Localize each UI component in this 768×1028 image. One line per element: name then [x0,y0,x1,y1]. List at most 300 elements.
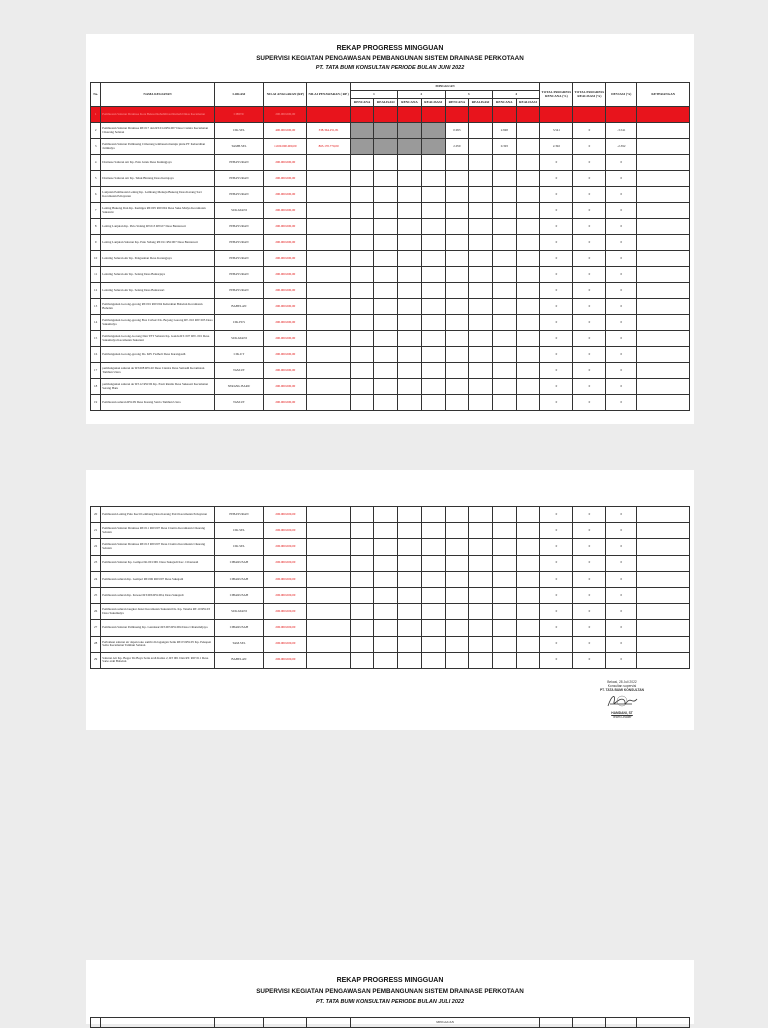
row-week-value [350,315,374,331]
table-row [91,571,690,587]
row-week-value [374,155,398,171]
report-title: REKAP PROGRESS MINGGUAN [336,977,444,984]
table-row [91,251,690,267]
row-week-value [492,315,516,331]
row-total-rencana: 0 [540,571,573,587]
row-week-value [445,507,469,523]
row-week-value [421,604,445,620]
header-nilai-anggaran: NILAI ANGGARAN (RP) [264,83,307,107]
row-nilai-penawaran: 338.364.251,81 [307,123,350,139]
row-week-value [421,203,445,219]
row-nilai-penawaran [307,636,350,652]
row-week-value [398,251,422,267]
row-deviasi: 0 [606,539,637,555]
row-week-value [398,171,422,187]
row-week-value [445,219,469,235]
row-nilai-anggaran: 400.000.000,00 [264,123,307,139]
row-keterangan [637,299,690,315]
header-mingguan: MINGGUAN [350,1018,540,1028]
row-deviasi: 0 [606,523,637,539]
row-week-value [421,251,445,267]
row-week-value [374,571,398,587]
header-rencana: RENCANA [445,99,469,107]
row-nilai-penawaran [307,331,350,347]
row-nilai-anggaran: 200.000.000,00 [264,315,307,331]
report-company-period: PT. TATA BUMI KONSULTAN PERIODE BULAN JUNI 2022 [315,65,465,71]
row-deviasi: 0 [606,587,637,603]
header-mingguan: MINGGUAN [350,83,540,91]
row-week-value [492,395,516,411]
row-week-value [374,219,398,235]
row-week-value [469,347,493,363]
row-deviasi: -3.541 [606,123,637,139]
row-week-value [492,235,516,251]
row-week-value [469,155,493,171]
row-nilai-anggaran: 200.000.000,00 [264,251,307,267]
row-nilai-anggaran: 200.000.000,00 [264,395,307,411]
table-row [91,331,690,347]
signature-position: Team Leader [612,715,632,719]
row-week-value: 2.059 [445,139,469,155]
row-week-value [445,379,469,395]
header-deviasi: DEVIASI (%) [606,83,637,107]
row-week-value [374,107,398,123]
row-week-value [350,604,374,620]
row-week-value [421,331,445,347]
row-week-value [374,636,398,652]
row-nilai-penawaran [307,155,350,171]
row-week-value [374,251,398,267]
row-nilai-anggaran: 200.000.000,00 [264,571,307,587]
row-keterangan [637,347,690,363]
row-lokasi: TAM.UT [214,363,263,379]
row-nilai-anggaran: 200.000.000,00 [264,379,307,395]
row-week-value [445,363,469,379]
row-week-value [492,251,516,267]
row-week-value [516,251,540,267]
row-total-realisasi: 0 [573,539,606,555]
row-week-value [469,539,493,555]
row-keterangan [637,571,690,587]
row-week-value [469,187,493,203]
row-keterangan [637,251,690,267]
row-lokasi: PEBAYURAN [214,235,263,251]
row-nilai-anggaran: 200.000.000,00 [264,235,307,251]
row-week-value [516,555,540,571]
row-lokasi: CIBARUSAH [214,620,263,636]
row-week-value [492,299,516,315]
table-row [91,299,690,315]
row-nama-kegiatan: Saluran Air Kp. Bogor Ds Baya Setia arah Kadus 2, RT 001 Dan RT. RW 011 Desa Sarie arah Babelan [101,652,214,668]
row-nama-kegiatan: Pembuatan Saluran Pembuang Cimarang tembusan menuju pintu PT Kebersihan Jatimulya [101,139,214,155]
row-total-realisasi [573,107,606,123]
row-week-value [516,652,540,668]
table-row [91,171,690,187]
row-lokasi: PEBAYURAN [214,171,263,187]
row-week-value [398,587,422,603]
row-week-value [445,187,469,203]
row-nama-kegiatan: Pembuatan Saluran Pembuang Kp. Gandasari RT.003 RW.004 Desa Ciharumdjaya [101,620,214,636]
header-nama-kegiatan: NAMA KEGIATAN [101,83,214,107]
row-week-value [445,652,469,668]
row-week-value [493,523,517,539]
row-week-value [516,219,540,235]
row-week-value [516,523,540,539]
row-week-value [374,620,398,636]
row-week-value [492,331,516,347]
row-nilai-penawaran [307,187,350,203]
row-no: 5 [91,171,101,187]
row-week-value [374,235,398,251]
header-week-4: 4 [492,91,539,99]
header-total-rencana: TOTAL PROGRESS RENCANA (%) [540,83,573,107]
row-week-value [445,155,469,171]
row-total-rencana: 0 [540,587,573,603]
row-week-value [516,283,540,299]
row-nilai-penawaran [307,604,350,620]
row-lokasi: SERANG BARU [214,379,263,395]
row-week-value [350,395,374,411]
row-week-value [398,523,422,539]
row-week-value [516,171,540,187]
row-total-realisasi: 0 [573,139,606,155]
row-nama-kegiatan: Pembuatan Saluran Drainase RT.013 RW.007 Desa Ciantra Kecamatan Cikarang Selatan [101,539,214,555]
row-nama-kegiatan: Pembuatan saluran Gugkat Jastet Kecamatan Sukatani Ds. Kp. Tanaba RT.10 RW.03 Desa Sukamulya [101,604,214,620]
row-week-value [398,123,422,139]
row-week-value [469,363,493,379]
row-week-value [350,107,374,123]
row-week-value [516,203,540,219]
row-keterangan [637,187,690,203]
row-week-value [493,604,517,620]
row-week-value [350,267,374,283]
row-keterangan [637,171,690,187]
row-keterangan [637,155,690,171]
row-total-rencana: 0 [540,363,573,379]
row-week-value [469,251,493,267]
row-week-value [493,539,517,555]
row-nama-kegiatan: Lening Lanjutan Kp. Pulo Sidang RT.013 RW.07 Desa Bantarsari [101,219,214,235]
report-page-june [86,34,694,424]
header-nilai-penawaran: NILAI PENAWARAN ( RP ) [307,83,350,107]
row-no: 9 [91,235,101,251]
row-total-rencana: 0 [540,251,573,267]
row-week-value [421,636,445,652]
row-total-realisasi: 0 [573,363,606,379]
row-total-rencana: 0 [540,171,573,187]
header-keterangan: KETERANGAN [637,83,690,107]
row-nama-kegiatan: Lening Lanjutan Saluran Kp. Pulo Sidang RT.011 RW.007 Desa Bantarsari [101,235,214,251]
row-week-value [445,539,469,555]
row-week-value [516,636,540,652]
row-nama-kegiatan: Perbaikan saluran air dapan toko sambi dn lagangan Setiu RT.03 RW.05 Kp. Pekapen Setiu Kecamatan Tambun Selatan [101,636,214,652]
table-row [91,379,690,395]
row-week-value [516,235,540,251]
row-total-realisasi: 0 [573,604,606,620]
row-week-value [469,507,493,523]
row-week-value [350,571,374,587]
table-row [91,555,690,571]
row-week-value [469,604,493,620]
table-body-june [91,107,690,411]
row-week-value [350,235,374,251]
row-week-value [469,395,493,411]
row-week-value [421,523,445,539]
row-total-rencana: 0 [540,155,573,171]
row-week-value [469,571,493,587]
row-no: 28 [91,636,101,652]
row-lokasi: CIK.SEL [214,539,263,555]
row-nilai-anggaran: 200.000.000,00 [264,587,307,603]
row-week-value [350,507,374,523]
row-week-value [469,107,493,123]
row-week-value [493,620,517,636]
row-week-value [516,571,540,587]
row-nama-kegiatan: pembangunan saluran air RT.12 RW.06 Kp. Pasir Randu Desa Sukasari Kecamatan Serang Baru [101,379,214,395]
row-week-value [350,171,374,187]
row-nilai-penawaran [307,203,350,219]
row-week-value [469,331,493,347]
row-deviasi: 0 [606,155,637,171]
header-rencana: RENCANA [398,99,422,107]
row-week-value [350,636,374,652]
row-total-realisasi: 0 [573,299,606,315]
row-keterangan [637,235,690,251]
row-week-value [350,187,374,203]
row-nilai-anggaran: 200.000.000,00 [264,507,307,523]
row-week-value [398,571,422,587]
row-week-value [398,539,422,555]
row-week-value [492,283,516,299]
row-nama-kegiatan: Pembangunan Gorong-gorong RT.001 RW.004 Kelurahan Babelan Kecamatan Babelan [101,299,214,315]
report-title: REKAP PROGRESS MINGGUAN [336,45,444,52]
table-row [91,587,690,603]
row-total-rencana: 0 [540,315,573,331]
row-week-value [469,219,493,235]
row-week-value [469,299,493,315]
row-lokasi: PEBAYURAN [214,251,263,267]
row-total-realisasi: 0 [573,379,606,395]
row-week-value [445,604,469,620]
row-week-value [445,571,469,587]
row-keterangan [637,379,690,395]
row-total-realisasi: 0 [573,267,606,283]
row-deviasi: 0 [606,299,637,315]
row-nilai-anggaran: 200.000.000,00 [264,539,307,555]
row-no: 18 [91,379,101,395]
row-week-value [374,171,398,187]
row-week-value [374,283,398,299]
row-nilai-anggaran: 1.000.000.000,00 [264,139,307,155]
row-nilai-penawaran [307,107,350,123]
row-week-value [445,620,469,636]
row-keterangan [637,652,690,668]
row-week-value [516,187,540,203]
row-week-value [469,203,493,219]
row-total-rencana: 0 [540,331,573,347]
row-total-realisasi: 0 [573,219,606,235]
row-week-value [445,203,469,219]
row-week-value [469,139,493,155]
row-week-value [469,636,493,652]
row-nilai-penawaran [307,379,350,395]
report-subtitle: SUPERVISI KEGIATAN PENGAWASAN PEMBANGUNAN SISTEM DRAINASE PERKOTAAN [256,988,524,995]
row-deviasi: 0 [606,203,637,219]
row-deviasi [606,107,637,123]
row-week-value [421,171,445,187]
row-deviasi: 0 [606,571,637,587]
row-no: 11 [91,267,101,283]
row-keterangan [637,555,690,571]
row-week-value [350,363,374,379]
row-week-value [492,107,516,123]
row-nilai-penawaran [307,299,350,315]
row-week-value [516,587,540,603]
row-keterangan [637,267,690,283]
row-week-value [492,203,516,219]
header-week-1: 1 [350,91,397,99]
row-lokasi: SUKATANI [214,604,263,620]
row-nama-kegiatan: Pembuatan Saluran Drainase Kota Bekasi Rehabilitasi Rumah Dinas Kecamatan [101,107,214,123]
row-week-value [421,155,445,171]
row-no: 2 [91,123,101,139]
table-row [91,347,690,363]
row-nama-kegiatan: Pembuatan saluran RW.09 Desa Karang Satria Tambun Utara [101,395,214,411]
row-week-value [469,123,493,139]
row-week-value [516,155,540,171]
row-week-value [398,347,422,363]
row-week-value [469,587,493,603]
row-keterangan [637,139,690,155]
row-week-value [374,395,398,411]
row-nilai-anggaran: 200.000.000,00 [264,331,307,347]
row-no: 4 [91,155,101,171]
row-lokasi: TAM.UT [214,395,263,411]
row-total-rencana: 0 [540,267,573,283]
row-nama-kegiatan: Pembuatan saluran Kp. Kaweel RT.006 RW.004, Desa Sukajadi [101,587,214,603]
header-rencana: RENCANA [350,99,374,107]
row-week-value [469,620,493,636]
row-lokasi: CIBARUSAH [214,555,263,571]
row-week-value [516,507,540,523]
row-week-value [374,604,398,620]
header-realisasi: REALISASI [421,99,445,107]
table-body-continued [91,507,690,669]
row-week-value [350,251,374,267]
row-week-value [469,652,493,668]
row-week-value [516,331,540,347]
row-week-value [374,539,398,555]
row-lokasi: CIBARUSAH [214,587,263,603]
row-week-value [350,331,374,347]
row-week-value [469,523,493,539]
row-week-value [398,315,422,331]
row-nilai-penawaran [307,283,350,299]
row-week-value [492,347,516,363]
row-week-value [469,283,493,299]
row-no: 14 [91,315,101,331]
row-week-value [516,267,540,283]
row-nilai-anggaran: 200.000.000,00 [264,283,307,299]
row-keterangan [637,219,690,235]
row-week-value [374,299,398,315]
table-row [91,203,690,219]
row-nilai-penawaran [307,539,350,555]
row-week-value [516,107,540,123]
row-nama-kegiatan: Pembuatan Saluran Kp. Gempol Rt.001/001 Desa Sukajadi Kec. Cibarusah [101,555,214,571]
row-week-value [374,139,398,155]
row-week-value [469,171,493,187]
row-week-value [398,331,422,347]
row-no: 29 [91,652,101,668]
row-nilai-penawaran [307,219,350,235]
row-week-value [398,219,422,235]
row-lokasi: PEBAYURAN [214,187,263,203]
row-deviasi: 0 [606,315,637,331]
row-lokasi: PEBAYURAN [214,507,263,523]
row-no: 1 [91,107,101,123]
row-keterangan [637,123,690,139]
row-no: 27 [91,620,101,636]
row-week-value [492,187,516,203]
row-total-rencana: 0 [540,219,573,235]
row-lokasi: CIK.PUS [214,315,263,331]
row-nilai-penawaran [307,587,350,603]
row-total-realisasi: 0 [573,523,606,539]
row-total-rencana: 0 [540,379,573,395]
row-week-value [350,587,374,603]
row-week-value [421,347,445,363]
row-week-value [374,203,398,219]
row-keterangan [637,507,690,523]
row-no: 15 [91,331,101,347]
row-week-value [374,363,398,379]
row-week-value [469,555,493,571]
header-no: No. [91,83,101,107]
row-week-value [374,267,398,283]
report-page-continued [86,470,694,730]
table-row [91,123,690,139]
row-nilai-penawaran [307,523,350,539]
row-lokasi: PEBAYURAN [214,155,263,171]
table-row [91,139,690,155]
row-total-rencana: 0 [540,620,573,636]
row-no: 19 [91,395,101,411]
table-row [91,604,690,620]
row-total-realisasi: 0 [573,571,606,587]
row-lokasi: CIK.SEL [214,123,263,139]
row-week-value [421,315,445,331]
row-total-realisasi: 0 [573,171,606,187]
row-nilai-anggaran: 200.000.000,00 [264,203,307,219]
row-total-realisasi: 0 [573,507,606,523]
row-week-value [493,652,517,668]
row-week-value [516,139,540,155]
row-no: 26 [91,604,101,620]
row-total-rencana: 0 [540,555,573,571]
row-nilai-anggaran: 200.000.000,00 [264,652,307,668]
row-week-value [516,299,540,315]
progress-table-continued [90,506,690,669]
row-week-value [445,171,469,187]
row-week-value [445,235,469,251]
row-nama-kegiatan: Lenning Saluran Air Kp. Selang Desa Bantarjaya [101,267,214,283]
row-total-rencana: 0 [540,539,573,555]
row-total-realisasi: 0 [573,315,606,331]
row-week-value: 2.848 [492,123,516,139]
row-week-value [421,652,445,668]
row-week-value [421,395,445,411]
